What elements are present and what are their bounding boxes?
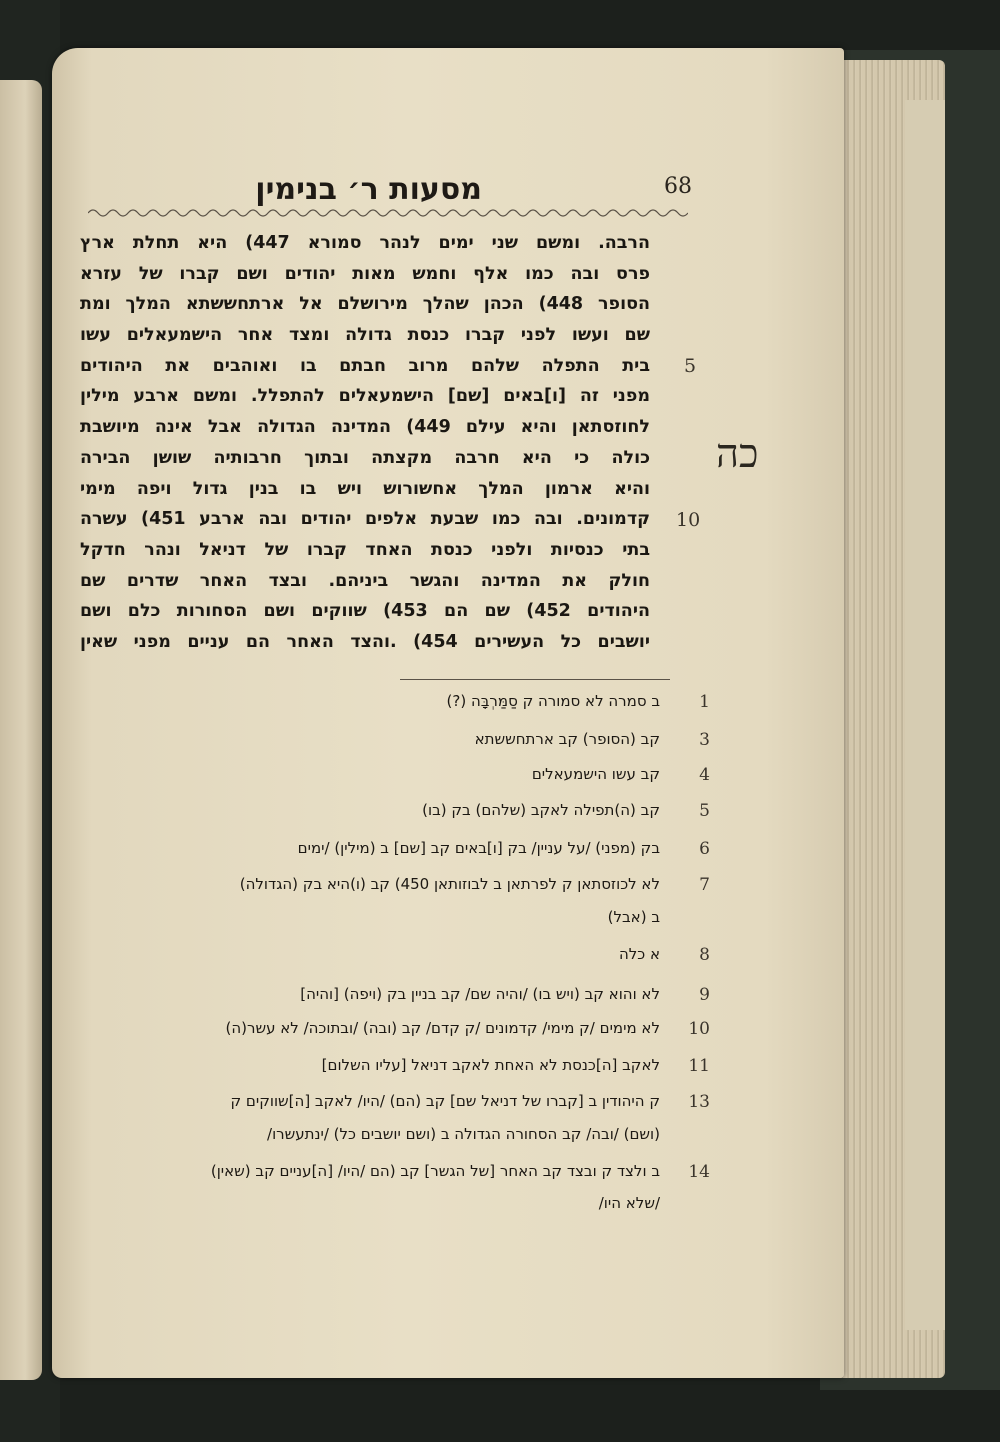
text-line: מפני זה [ו]באים [שם] הישמעאלים להתפלל. ומשם ארבע מילין	[80, 386, 650, 407]
note-number: 13	[688, 1092, 710, 1112]
note-line: קב עשו הישמעאלים	[531, 765, 660, 783]
page-number: 68	[664, 174, 692, 199]
note-line: (ושם) /ובה/ קב הסחורה הגדולה ב (ושם יושבים כל) /ינתעשרו/	[267, 1125, 660, 1143]
note-number: 14	[688, 1162, 710, 1182]
note-number: 5	[699, 801, 710, 821]
note-number: 10	[688, 1019, 710, 1039]
note-line: קב (ה)תפילה לאקב (שלהם) בק (בו)	[422, 801, 660, 819]
footnote-rule	[400, 679, 670, 680]
note-number: 1	[699, 692, 710, 712]
text-line: פרס ובה כמו אלף וחמש מאות יהודים ושם קברו של עזרא	[80, 263, 650, 284]
note-line: קב (הסופר) קב ארתחששתא	[474, 730, 660, 748]
note-line: לא והוא קב (ויש בו) /והיה שם/ קב בניין בק (ויפה) [והיה]	[300, 985, 660, 1003]
note-line: /שלא היו/	[598, 1194, 660, 1212]
note-number: 6	[699, 839, 710, 859]
text-line: קדמונים. ובה כמו שבעת אלפים יהודים ובה ארבע 451) עשרה	[80, 509, 650, 530]
text-line: יושבים כל העשירים 454) .והצד האחר הם עניים מפני שאין	[80, 631, 650, 652]
text-line: לחוזסתאן והיא עילם 449) המדינה הגדולה אבל אינה מיושבת	[80, 417, 650, 438]
decorative-wave-rule	[88, 206, 688, 220]
text-line: הרבה. ומשם שני ימים לנהר סמורא 447) היא תחלת ארץ	[80, 233, 650, 253]
text-line: כולה כי היא חרבה מקצתה ובתוך חרבותיה שושן הבירה	[80, 447, 650, 468]
text-line: והיא ארמון המלך אחשורוש ויש בו בנין גדול ויפה מימי	[80, 478, 650, 499]
note-line: בק (מפני) /על עניין/ בק [ו]באים קב [שם] ב (מילין) /ימים	[297, 839, 660, 857]
note-line: לא לכוזסתאן ק לפרתאן ב לבוזותאן 450) קב (ו)היא בק (הגדולה)	[239, 875, 660, 893]
note-line: לאקב [ה]כנסת לא האחת לאקב דניאל [עליו השלום]	[321, 1056, 660, 1074]
page-title: מסעות ר׳ בנימין	[255, 172, 482, 207]
note-number: 7	[699, 875, 710, 895]
text-line: בית התפלה שלהם מרוב חבתם בו ואוהבים את היהודים	[80, 355, 650, 376]
note-line: לא מימים /ק מימי/ קדמונים /ק קדם/ קב (ובה) /ובתוכה/ לא עשר(ה)	[225, 1019, 660, 1037]
note-line: א כלה	[618, 945, 660, 963]
text-line: היהודים 452) שם הם 453) שווקים ושם הסחורות כלם ושם	[80, 601, 650, 622]
note-number: 11	[688, 1056, 710, 1076]
note-number: 3	[699, 730, 710, 750]
note-number: 4	[699, 765, 710, 785]
text-line: בתי כנסיות ולפני כנסת האחד קברו של דניאל ונהר חדקל	[80, 539, 650, 560]
text-line: הסופר 448) הכהן שהלך מירושלם אל ארתחששתא המלך ומת	[80, 294, 650, 315]
note-line: ק היהודין ב [קברו של דניאל שם] קב (הם) /היו/ לאקב [ה]שווקים ק	[230, 1092, 660, 1110]
note-number: 9	[699, 985, 710, 1005]
note-line: ב ולצד ק ובצד קב האחר [של הגשר] קב (הם /היו/ [ה]עניים קב (שאין)	[210, 1162, 660, 1180]
line-number-10: 10	[676, 509, 701, 531]
left-page-edge	[0, 80, 42, 1380]
text-line: שם ועשו לפני קברו כנסת גדולה ומצד אחר הישמעאלים עשו	[80, 325, 650, 346]
note-line: ב סמרה לא סמורה ק סַמַּרְבָּה (?)	[446, 692, 660, 710]
note-number: 8	[699, 945, 710, 965]
line-number-5: 5	[684, 355, 697, 377]
note-line: ב (אבל)	[607, 908, 660, 926]
main-text	[80, 228, 650, 658]
chapter-marker: כה	[716, 431, 759, 477]
text-line: חולק את המדינה והגשר ביניהם. ובצד האחר שדרים שם	[80, 570, 650, 591]
